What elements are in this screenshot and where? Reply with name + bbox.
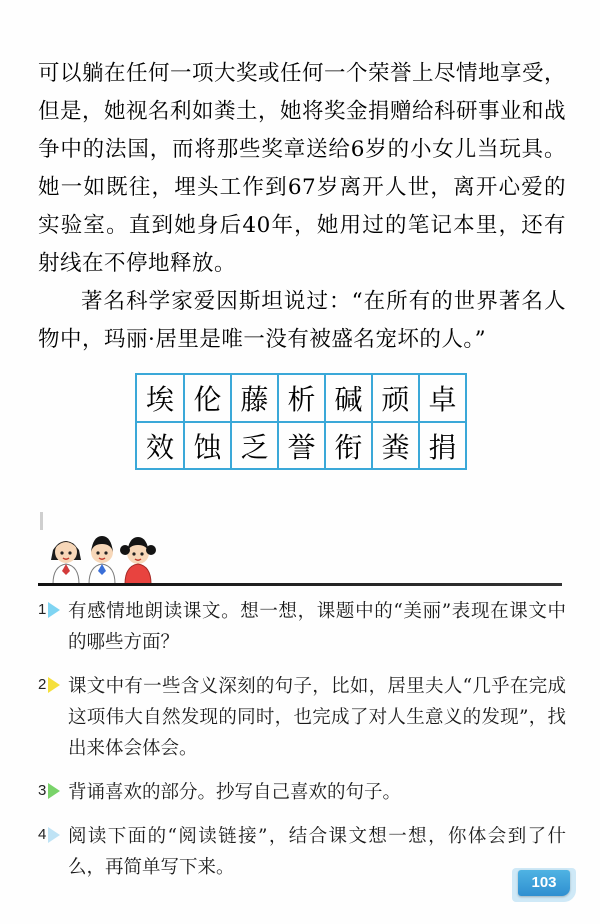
character-grid-row — [137, 422, 466, 469]
character-cell: 顽 — [372, 375, 419, 422]
arrow-icon — [48, 783, 60, 799]
character-cell: 效 — [137, 422, 184, 469]
exercise-text: 背诵喜欢的部分。抄写自己喜欢的句子。 — [68, 782, 402, 803]
character-cell: 碱 — [325, 375, 372, 422]
exercise-number-digit: 3 — [38, 782, 47, 799]
arrow-icon — [48, 602, 60, 618]
exercise-item — [38, 821, 566, 883]
exercise-number — [38, 779, 64, 803]
exercise-number — [38, 823, 64, 847]
exercise-number-digit: 1 — [38, 601, 47, 618]
page-number: 103 — [518, 870, 570, 896]
exercise-text: 有感情地朗读课文。想一想，课题中的“美丽”表现在课文中的哪些方面？ — [68, 601, 566, 653]
exercise-text: 阅读下面的“阅读链接”，结合课文想一想，你体会到了什么，再简单写下来。 — [68, 826, 566, 878]
decorative-tick — [40, 512, 43, 530]
character-grid-row — [137, 375, 466, 422]
body-text-block — [38, 55, 566, 359]
exercise-number-digit: 2 — [38, 676, 47, 693]
character-cell: 卓 — [419, 375, 466, 422]
arrow-icon — [48, 677, 60, 693]
character-cell: 藤 — [231, 375, 278, 422]
student-middle — [89, 536, 115, 584]
exercise-number-digit: 4 — [38, 826, 47, 843]
student-left — [51, 541, 81, 584]
paragraph-1: 可以躺在任何一项大奖或任何一个荣誉上尽情地享受，但是，她视名利如粪土，她将奖金捐赠给科研事业和战争中的法国，而将那些奖章送给6岁的小女儿当玩具。她一如既往，埋头工作到67岁离开人世，离开心爱的实验室。直到她身后40年，她用过的笔记本里，还有射线在不停地释放。 — [38, 61, 567, 276]
exercise-item — [38, 596, 566, 658]
character-cell: 埃 — [137, 375, 184, 422]
character-cell: 蚀 — [184, 422, 231, 469]
student-right — [120, 537, 156, 584]
exercise-number — [38, 598, 64, 622]
section-divider — [38, 583, 562, 586]
character-cell: 乏 — [231, 422, 278, 469]
exercise-item — [38, 777, 566, 808]
exercise-number — [38, 673, 64, 697]
character-cell: 誉 — [278, 422, 325, 469]
character-cell: 衔 — [325, 422, 372, 469]
students-illustration — [45, 528, 165, 584]
exercise-list — [38, 596, 566, 896]
paragraph-2: 著名科学家爱因斯坦说过：“在所有的世界著名人物中，玛丽·居里是唯一没有被盛名宠坏的人。” — [38, 289, 566, 352]
character-cell: 粪 — [372, 422, 419, 469]
arrow-icon — [48, 827, 60, 843]
character-cell: 捐 — [419, 422, 466, 469]
character-grid — [135, 373, 467, 470]
character-cell: 析 — [278, 375, 325, 422]
exercise-text: 课文中有一些含义深刻的句子，比如，居里夫人“几乎在完成这项伟大自然发现的同时，也完成了对人生意义的发现”，找出来体会体会。 — [68, 676, 566, 759]
character-cell: 伦 — [184, 375, 231, 422]
exercise-item — [38, 671, 566, 764]
